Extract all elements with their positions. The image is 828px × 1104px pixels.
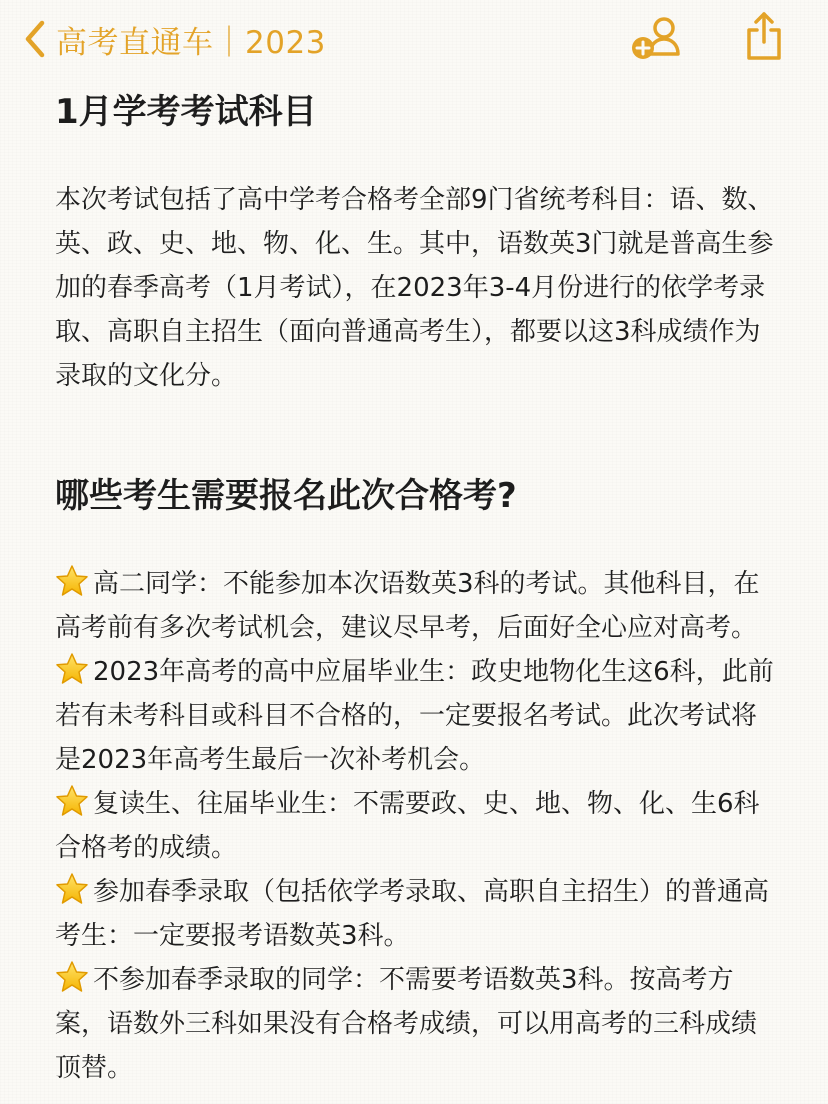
section-title-exam-subjects: 1月学考考试科目: [55, 92, 317, 132]
star-icon: [55, 960, 89, 994]
back-title: 高考直通车｜2023: [56, 24, 326, 61]
list-item-text: 复读生、往届毕业生：不需要政、史、地、物、化、生6科合格考的成绩。: [55, 789, 760, 863]
section-title-who-should-register: 哪些考生需要报名此次合格考?: [55, 476, 517, 516]
list-item-text: 2023年高考的高中应届毕业生：政史地物化生这6科，此前若有未考科目或科目不合格的，一定要报名考试。此次考试将是2023年高考生最后一次补考机会。: [55, 657, 774, 775]
star-icon: [55, 784, 89, 818]
list-item-text: 参加春季录取（包括依学考录取、高职自主招生）的普通高考生：一定要报考语数英3科。: [55, 877, 770, 951]
star-icon: [55, 564, 89, 598]
back-button[interactable]: [22, 14, 326, 64]
navigation-bar: [0, 0, 828, 80]
chevron-left-icon: [22, 19, 48, 59]
star-icon: [55, 652, 89, 686]
registration-bullet-list: [55, 562, 775, 1090]
exam-subjects-paragraph: 本次考试包括了高中学考合格考全部9门省统考科目：语、数、英、政、史、地、物、化、生。其中，语数英3门就是普高生参加的春季高考（1月考试），在2023年3-4月份进行的依学考录取、高职自主招生（面向普通高考生），都要以这3科成绩作为录取的文化分。: [55, 185, 774, 391]
list-item-text: 不参加春季录取的同学：不需要考语数英3科。按高考方案，语数外三科如果没有合格考成绩，可以用高考的三科成绩顶替。: [55, 965, 758, 1083]
list-item: [55, 870, 775, 958]
share-icon[interactable]: [744, 10, 784, 62]
list-item-text: 高二同学：不能参加本次语数英3科的考试。其他科目，在高考前有多次考试机会，建议尽早考，后面好全心应对高考。: [55, 569, 760, 643]
list-item: [55, 958, 775, 1090]
list-item: [55, 650, 775, 782]
star-icon: [55, 872, 89, 906]
list-item: [55, 782, 775, 870]
add-people-icon[interactable]: [630, 14, 688, 62]
list-item: [55, 562, 775, 650]
